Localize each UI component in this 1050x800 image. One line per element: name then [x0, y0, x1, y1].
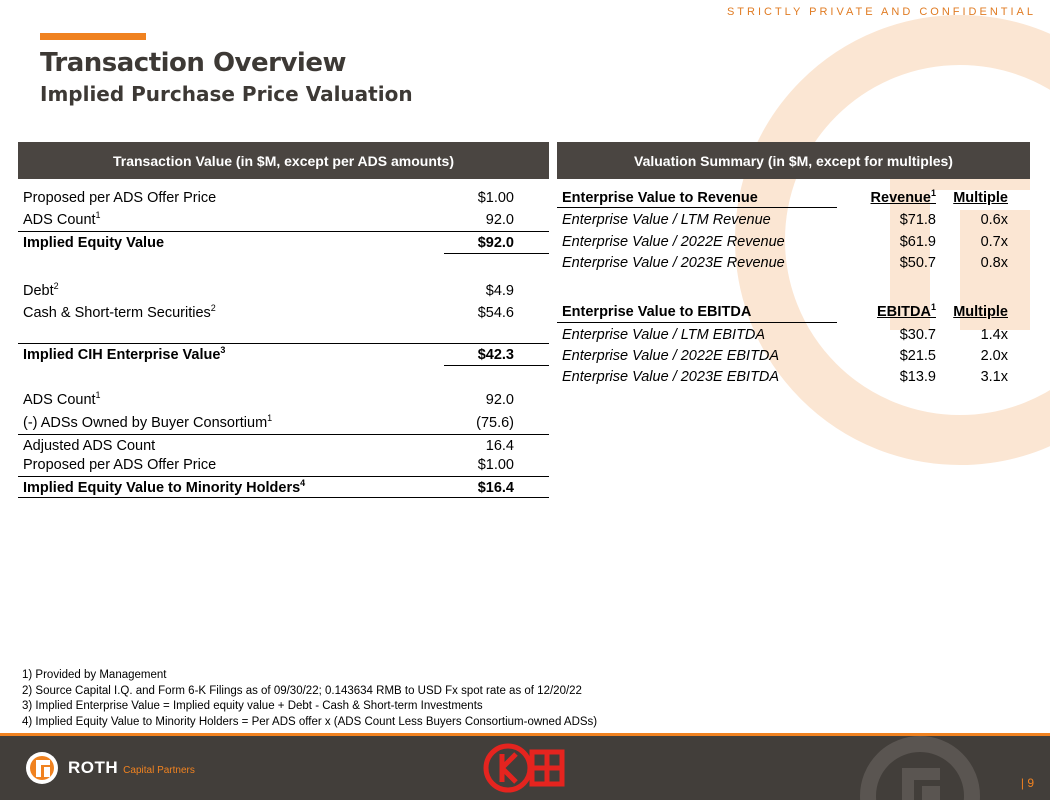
row-label: Enterprise Value / LTM Revenue	[562, 212, 771, 228]
table-row	[18, 412, 549, 433]
footnote: 2) Source Capital I.Q. and Form 6-K Filings as of 09/30/22; 0.143634 RMB to USD Fx spot rate as of 12/20/22	[22, 684, 582, 697]
row-value: $71.8	[899, 212, 936, 228]
footnote: 3) Implied Enterprise Value = Implied equity value + Debt - Cash & Short-term Investments	[22, 700, 483, 712]
row-label: Implied Equity Value	[23, 235, 165, 251]
row-label: ADS Count$^1$	[23, 210, 101, 228]
row-multiple: 0.7x	[980, 234, 1008, 250]
brand-subtitle: Capital Partners	[123, 764, 195, 776]
footnote: 4) Implied Equity Value to Minority Holders = Per ADS offer x (ADS Count Less Buyers Consortium-owned ADSs)	[22, 715, 598, 728]
row-value: $16.4	[477, 480, 514, 496]
subtotal-underline	[444, 253, 549, 254]
row-value: 92.0	[485, 212, 514, 228]
row-value: $30.7	[899, 327, 936, 343]
revenue-section-heading	[557, 188, 1030, 209]
ebitda-column-header: EBITDA$^1$	[877, 302, 936, 320]
table-row	[18, 231, 549, 252]
brand-name: ROTH	[68, 758, 119, 777]
table-row	[18, 389, 549, 410]
table-row	[18, 343, 549, 364]
table-row	[557, 346, 1030, 367]
row-value: $1.00	[477, 190, 514, 206]
row-value: $61.9	[899, 234, 936, 250]
table-row	[18, 209, 549, 230]
row-value: $92.0	[477, 235, 514, 251]
transaction-value-header: Transaction Value (in $M, except per ADS amounts)	[18, 142, 549, 179]
table-row	[557, 253, 1030, 274]
row-multiple: 2.0x	[980, 348, 1008, 364]
confidentiality-label: STRICTLY PRIVATE AND CONFIDENTIAL	[726, 6, 1036, 18]
valuation-summary-header: Valuation Summary (in $M, except for multiples)	[557, 142, 1030, 179]
table-row	[18, 280, 549, 301]
row-label: Enterprise Value / 2022E Revenue	[562, 234, 785, 250]
row-value: $21.5	[899, 348, 936, 364]
row-label: (-) ADSs Owned by Buyer Consortium$^1$	[23, 413, 273, 431]
section-label: Enterprise Value to EBITDA	[562, 304, 752, 320]
title-accent-bar	[40, 33, 146, 40]
row-value: $42.3	[477, 347, 514, 363]
table-row	[18, 434, 549, 455]
revenue-column-header: Revenue$^1$	[870, 188, 936, 206]
row-value: $4.9	[485, 283, 514, 299]
table-row	[557, 232, 1030, 253]
row-value: $1.00	[477, 457, 514, 473]
roth-mark-icon	[24, 750, 60, 786]
table-row	[18, 454, 549, 475]
page-subtitle: Implied Purchase Price Valuation	[40, 82, 413, 106]
row-label: Cash & Short-term Securities$^2$	[23, 303, 216, 321]
table-row	[18, 187, 549, 208]
heading-underline	[557, 322, 837, 323]
section-label: Enterprise Value to Revenue	[562, 190, 758, 206]
row-multiple: 3.1x	[980, 369, 1008, 385]
row-value: $50.7	[899, 255, 936, 271]
roth-logo	[24, 750, 195, 786]
footer-watermark-icon	[860, 736, 980, 800]
table-row	[557, 325, 1030, 346]
row-label: Adjusted ADS Count	[23, 438, 156, 454]
row-value: 16.4	[485, 438, 514, 454]
row-label: Implied Equity Value to Minority Holders$^4$	[23, 478, 306, 496]
page-number: | 9	[1020, 776, 1034, 790]
row-label: Proposed per ADS Offer Price	[23, 457, 217, 473]
multiple-column-header: Multiple	[953, 304, 1008, 320]
footnotes	[22, 668, 597, 730]
ebitda-section-heading	[557, 302, 1030, 323]
row-multiple: 1.4x	[980, 327, 1008, 343]
page-title: Transaction Overview	[40, 48, 346, 78]
row-label: Proposed per ADS Offer Price	[23, 190, 217, 206]
heading-underline	[557, 207, 837, 208]
row-label: Enterprise Value / 2022E EBITDA	[562, 348, 780, 364]
row-value: (75.6)	[476, 415, 514, 431]
row-label: Implied CIH Enterprise Value$^3$	[23, 345, 226, 363]
multiple-column-header: Multiple	[953, 190, 1008, 206]
company-logo-icon	[482, 740, 572, 796]
total-underline	[18, 497, 549, 498]
row-value: 92.0	[485, 392, 514, 408]
row-label: Enterprise Value / LTM EBITDA	[562, 327, 766, 343]
table-row	[18, 302, 549, 323]
table-row	[557, 210, 1030, 231]
row-multiple: 0.6x	[980, 212, 1008, 228]
row-label: ADS Count$^1$	[23, 390, 101, 408]
row-multiple: 0.8x	[980, 255, 1008, 271]
row-value: $54.6	[477, 305, 514, 321]
row-label: Enterprise Value / 2023E Revenue	[562, 255, 785, 271]
subtotal-underline	[444, 365, 549, 366]
table-row	[18, 476, 549, 497]
row-value: $13.9	[899, 369, 936, 385]
table-row	[557, 367, 1030, 388]
footnote: 1) Provided by Management	[22, 669, 167, 681]
row-label: Debt$^2$	[23, 281, 59, 299]
row-label: Enterprise Value / 2023E EBITDA	[562, 369, 780, 385]
